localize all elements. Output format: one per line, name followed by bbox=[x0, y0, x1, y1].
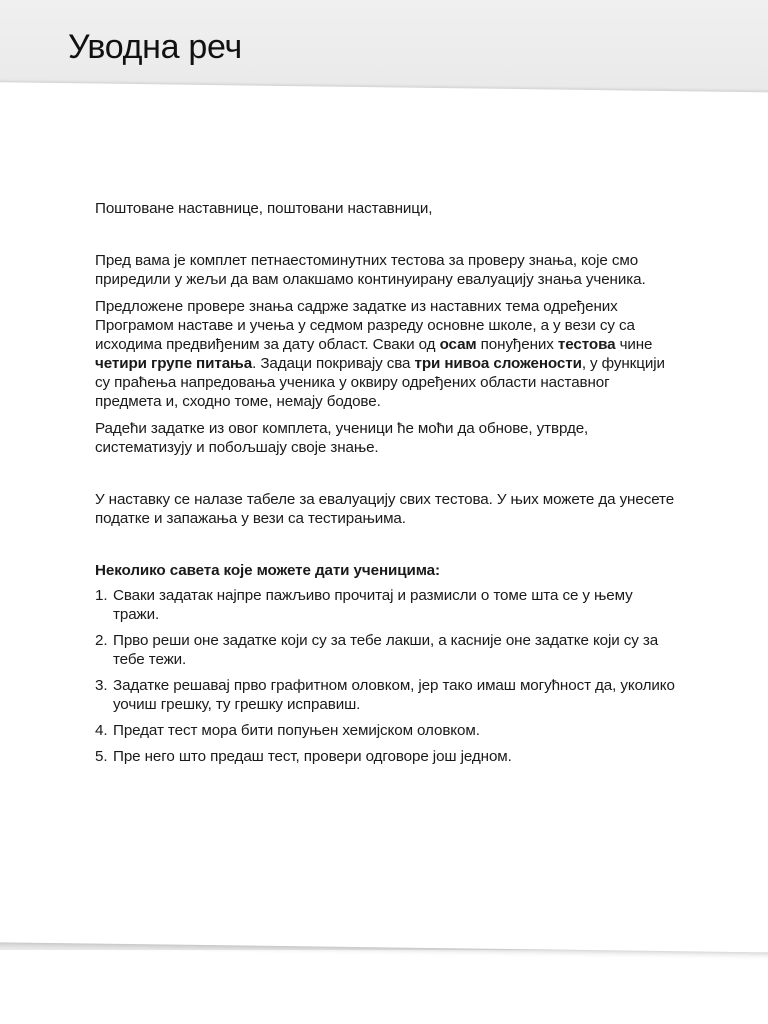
students-paragraph: Радећи задатке из овог комплета, ученици ће моћи да обнове, утврде, систематизују и побољшају своје знање. bbox=[95, 420, 589, 456]
document-body bbox=[95, 199, 680, 773]
list-number: 1. bbox=[95, 587, 108, 604]
bold-tests: тестова bbox=[557, 336, 616, 353]
footer-band bbox=[0, 950, 768, 1024]
list-number: 2. bbox=[95, 632, 108, 649]
list-text: Прво реши оне задатке који су за тебе лакши, а касније оне задатке који су за тебе тежи. bbox=[113, 632, 659, 668]
text-run: Предложене провере знања садрже задатке из наставних тема одређених Програмом наставе и учења у седмом разреду основне школе, а у вези су са исходима предвиђеним за дату област. Сваки од bbox=[95, 298, 635, 353]
list-item bbox=[95, 747, 680, 766]
bold-count: осам bbox=[439, 336, 477, 353]
list-text: Пре него што предаш тест, провери одговоре још једном. bbox=[113, 748, 512, 765]
intro-paragraph: Пред вама је комплет петнаестоминутних тестова за проверу знања, које смо приредили у жељи да вам олакшамо континуирану евалуацију знања ученика. bbox=[95, 252, 646, 288]
greeting: Поштоване наставнице, поштовани наставници, bbox=[95, 200, 433, 217]
list-text: Предат тест мора бити попуњен хемијском оловком. bbox=[113, 722, 480, 739]
tables-paragraph: У наставку се налазе табеле за евалуацију свих тестова. У њих можете да унесете податке и запажања у вези са тестирањима. bbox=[95, 491, 675, 527]
text-run: . Задаци покривају сва bbox=[252, 355, 415, 372]
text-run: понуђених bbox=[476, 336, 558, 353]
text-run: , у функцији су праћења напредовања ученика у оквиру одређених области наставног предмета и, сходно томе, немају бодове. bbox=[95, 355, 665, 410]
list-number: 4. bbox=[95, 722, 108, 739]
text-run: чине bbox=[615, 336, 653, 353]
bold-levels: три нивоа сложености bbox=[414, 355, 582, 372]
tests-description-paragraph bbox=[95, 297, 680, 411]
list-item bbox=[95, 631, 680, 669]
bold-groups: четири групе питања bbox=[95, 355, 253, 372]
list-text: Задатке решавај прво графитном оловком, јер тако имаш могућност да, уколико уочиш грешку, ту грешку исправиш. bbox=[113, 677, 675, 713]
list-item bbox=[95, 676, 680, 714]
tips-list bbox=[95, 586, 680, 766]
list-item bbox=[95, 721, 680, 740]
list-text: Сваки задатак најпре пажљиво прочитај и размисли о томе шта се у њему тражи. bbox=[113, 587, 633, 623]
page-title: Уводна реч bbox=[68, 28, 242, 66]
list-number: 3. bbox=[95, 677, 108, 694]
list-item bbox=[95, 586, 680, 624]
tips-heading: Неколико савета које можете дати ученицима: bbox=[95, 562, 440, 579]
list-number: 5. bbox=[95, 748, 108, 765]
